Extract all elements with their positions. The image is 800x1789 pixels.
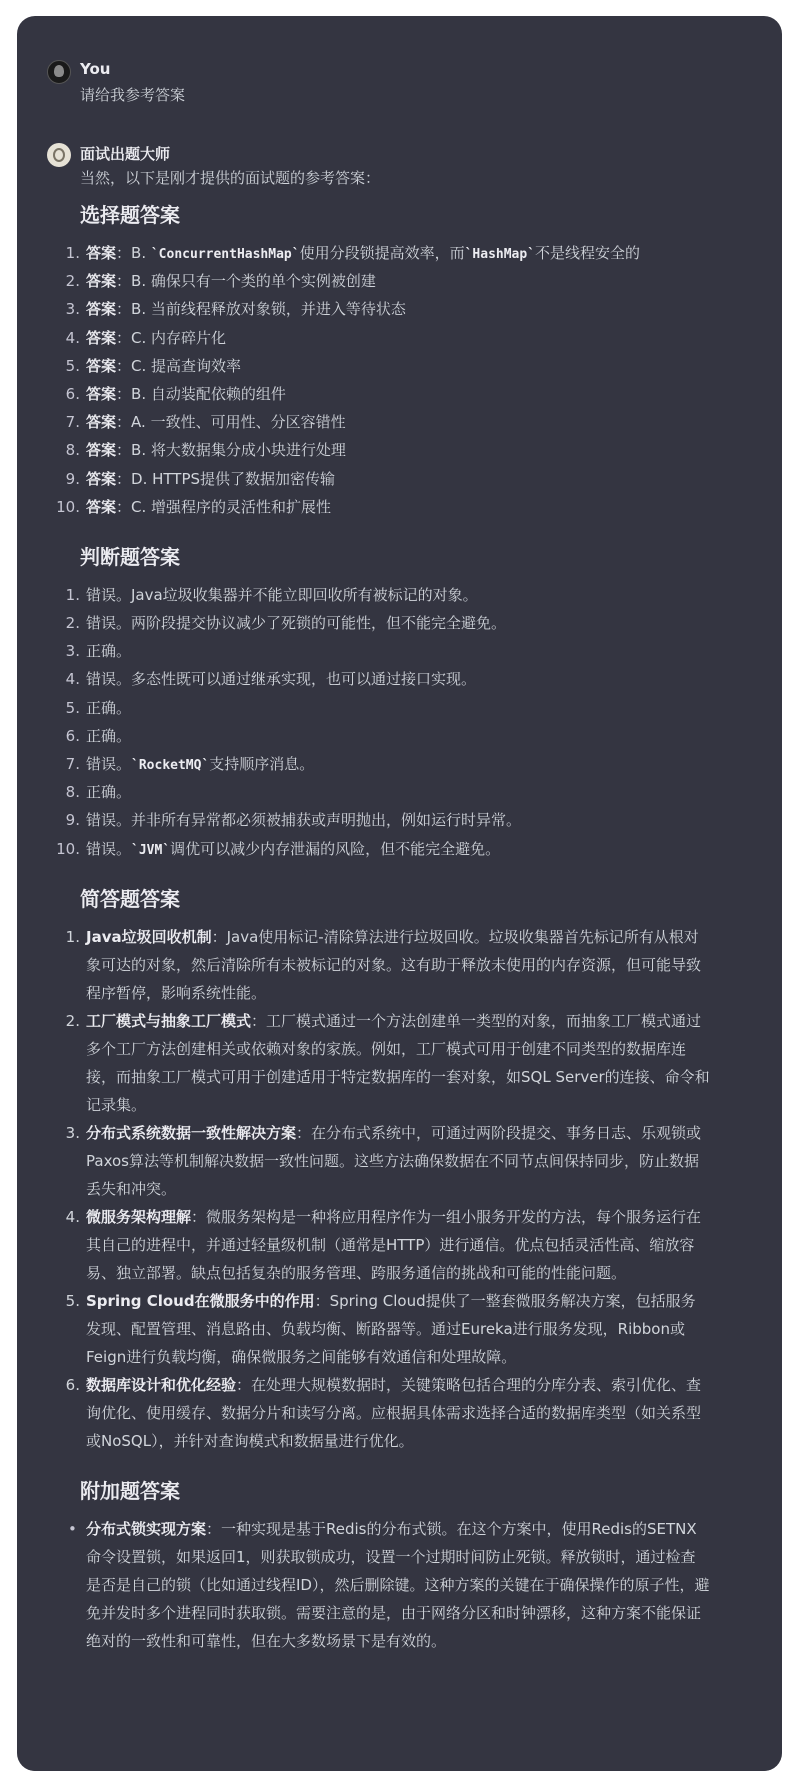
list-item: 7 . 错误。`RocketMQ`支持顺序消息。 bbox=[80, 750, 710, 778]
list-item: 4 . 错误。多态性既可以通过继承实现，也可以通过接口实现。 bbox=[80, 665, 710, 693]
answer-list bbox=[56, 581, 710, 863]
assistant-intro: 当然，以下是刚才提供的面试题的参考答案： bbox=[80, 169, 381, 187]
scroll-fade bbox=[17, 1749, 782, 1771]
chat-panel bbox=[17, 16, 782, 1771]
user-avatar bbox=[47, 60, 71, 84]
list-item: 1 . Java垃圾回收机制：Java使用标记-清除算法进行垃圾回收。垃圾收集器首先标记所有从根对象可达的对象，然后清除所有未被标记的对象。这有助于释放未使用的内存资源，但可能导致程序暂停，影响系统性能。 bbox=[80, 923, 710, 1007]
list-item: 6 . 数据库设计和优化经验：在处理大规模数据时，关键策略包括合理的分库分表、索引优化、查询优化、使用缓存、数据分片和读写分离。应根据具体需求选择合适的数据库类型（如关系型或NoSQL），并针对查询模式和数据量进行优化。 bbox=[80, 1371, 710, 1455]
answer-list bbox=[56, 239, 710, 521]
list-item: 10 . 答案：C. 增强程序的灵活性和扩展性 bbox=[80, 493, 710, 521]
section-title: 附加题答案 bbox=[80, 1478, 180, 1503]
list-item: 3 . 正确。 bbox=[80, 637, 710, 665]
list-item: 5 . Spring Cloud在微服务中的作用：Spring Cloud提供了一整套微服务解决方案，包括服务发现、配置管理、消息路由、负载均衡、断路器等。通过Eureka进行服务发现，Ribbon或Feign进行负载均衡，确保微服务之间能够有效通信和处理故障。 bbox=[80, 1287, 710, 1371]
list-item: 8 . 正确。 bbox=[80, 778, 710, 806]
section-bonus bbox=[80, 1475, 710, 1655]
list-item: 2 . 错误。两阶段提交协议减少了死锁的可能性，但不能完全避免。 bbox=[80, 609, 710, 637]
section-title: 判断题答案 bbox=[80, 544, 180, 569]
answer-list bbox=[65, 923, 710, 1455]
section-title: 选择题答案 bbox=[80, 203, 180, 227]
list-item: 3 . 答案：B. 当前线程释放对象锁，并进入等待状态 bbox=[80, 295, 710, 323]
list-item: 6 . 答案：B. 自动装配依赖的组件 bbox=[80, 380, 710, 408]
user-message bbox=[47, 60, 737, 120]
section-title: 简答题答案 bbox=[80, 886, 180, 911]
list-item: 1 . 错误。Java垃圾收集器并不能立即回收所有被标记的对象。 bbox=[80, 581, 710, 609]
list-item: 2 . 答案：B. 确保只有一个类的单个实例被创建 bbox=[80, 267, 710, 295]
list-item: • 分布式锁实现方案：一种实现是基于Redis的分布式锁。在这个方案中，使用Redis的SETNX命令设置锁，如果返回1，则获取锁成功，设置一个过期时间防止死锁。释放锁时，通过检查是否是自己的锁（比如通过线程ID），然后删除键。这种方案的关键在于确保操作的原子性，避免并发时多个进程同时获取锁。需要注意的是，由于网络分区和时钟漂移，这种方案不能保证绝对的一致性和可靠性，但在大多数场景下是有效的。 bbox=[80, 1515, 710, 1655]
section-multiple-choice bbox=[56, 199, 710, 521]
list-item: 5 . 正确。 bbox=[80, 694, 710, 722]
list-item: 2 . 工厂模式与抽象工厂模式：工厂模式通过一个方法创建单一类型的对象，而抽象工厂模式通过多个工厂方法创建相关或依赖对象的家族。例如，工厂模式可用于创建不同类型的数据库连接，而抽象工厂模式可用于创建适用于特定数据库的一套对象，如SQL Server的连接、命令和记录集。 bbox=[80, 1007, 710, 1119]
list-item: 1 . 答案：B. `ConcurrentHashMap`使用分段锁提高效率，而`HashMap`不是线程安全的 bbox=[80, 239, 710, 267]
assistant-avatar bbox=[47, 143, 71, 167]
list-item: 7 . 答案：A. 一致性、可用性、分区容错性 bbox=[80, 408, 710, 436]
section-true-false bbox=[56, 541, 710, 863]
user-name: You bbox=[80, 60, 111, 78]
section-short-answer bbox=[65, 883, 710, 1455]
list-item: 3 . 分布式系统数据一致性解决方案：在分布式系统中，可通过两阶段提交、事务日志、乐观锁或Paxos算法等机制解决数据一致性问题。这些方法确保数据在不同节点间保持同步，防止数据丢失和冲突。 bbox=[80, 1119, 710, 1203]
list-item: 10 . 错误。`JVM`调优可以减少内存泄漏的风险，但不能完全避免。 bbox=[80, 835, 710, 863]
list-item: 8 . 答案：B. 将大数据集分成小块进行处理 bbox=[80, 436, 710, 464]
list-item: 9 . 答案：D. HTTPS提供了数据加密传输 bbox=[80, 465, 710, 493]
list-item: 5 . 答案：C. 提高查询效率 bbox=[80, 352, 710, 380]
user-message-text: 请给我参考答案 bbox=[80, 86, 186, 104]
answer-list bbox=[80, 1515, 710, 1655]
assistant-name: 面试出题大师 bbox=[80, 145, 171, 163]
list-item: 4 . 微服务架构理解：微服务架构是一种将应用程序作为一组小服务开发的方法，每个服务运行在其自己的进程中，并通过轻量级机制（通常是HTTP）进行通信。优点包括灵活性高、缩放容易、独立部署。缺点包括复杂的服务管理、跨服务通信的挑战和可能的性能问题。 bbox=[80, 1203, 710, 1287]
list-item: 9 . 错误。并非所有异常都必须被捕获或声明抛出，例如运行时异常。 bbox=[80, 806, 710, 834]
assistant-message-content bbox=[56, 199, 710, 1663]
list-item: 6 . 正确。 bbox=[80, 722, 710, 750]
list-item: 4 . 答案：C. 内存碎片化 bbox=[80, 324, 710, 352]
